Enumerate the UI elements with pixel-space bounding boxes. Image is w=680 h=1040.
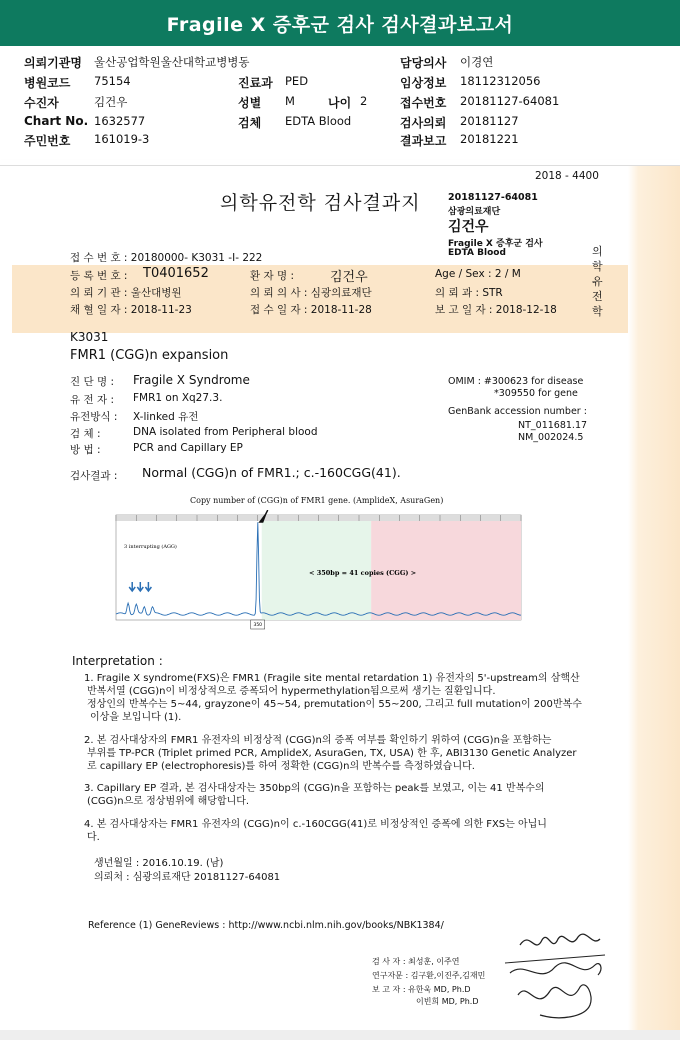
request-label: 검사의뢰	[400, 116, 447, 130]
capillary-ep-chart	[104, 510, 524, 635]
report-title: 의학유전학 검사결과지	[220, 192, 421, 214]
patient-value: 김건우	[94, 95, 128, 109]
test-code: K3031	[70, 330, 109, 344]
dept-value: PED	[285, 74, 309, 88]
agg-arrows	[129, 582, 151, 591]
patient-name: 김건우	[330, 270, 368, 285]
report-date-value: 20181221	[460, 132, 519, 146]
report-number: 2018 - 4400	[535, 170, 599, 182]
patient-info-panel	[0, 46, 680, 160]
p4-line: 다.	[87, 832, 100, 843]
p1-line: 반복서열 (CGG)n이 비정상적으로 증폭되어 hypermethylation됨으로써 생기는 질환입니다.	[87, 686, 496, 697]
patient-label: 수진자	[24, 96, 59, 110]
inheritance-value: X-linked 유전	[133, 411, 199, 423]
doctor-label: 담당의사	[400, 56, 447, 70]
receipt-label: 접수번호	[400, 96, 447, 110]
handwritten-signature	[500, 925, 610, 1025]
side-vertical-text: 의 학 유 전 학	[592, 245, 603, 318]
hospital-code-label: 병원코드	[24, 76, 71, 90]
stamp-specimen: EDTA Blood	[448, 248, 506, 258]
omim-disease: OMIM : #300623 for disease	[448, 376, 584, 387]
stamp-org: 삼광의료재단	[448, 207, 501, 217]
result-value: Normal (CGG)n of FMR1.; c.-160CGG(41).	[142, 465, 401, 480]
method-value: PCR and Capillary EP	[133, 442, 243, 454]
paragraph-4	[84, 818, 604, 844]
institution-line: 의 뢰 기 관 : 울산대병원	[70, 287, 182, 299]
inheritance-label: 유전방식 :	[70, 411, 118, 423]
registration-number: T0401652	[143, 266, 209, 281]
banner-title: Fragile X 증후군 검사 검사결과보고서	[166, 13, 514, 36]
collection-date-line: 채 혈 일 자 : 2018-11-23	[70, 304, 192, 316]
report-date-line: 보 고 일 자 : 2018-12-18	[435, 304, 557, 316]
examiner: 검 사 자 : 최성훈, 이주연	[372, 957, 460, 966]
gene-label: 유 전 자 :	[70, 394, 114, 406]
institution-value: 울산공업학원울산대학교병병동	[94, 55, 250, 69]
genbank-nt: NT_011681.17	[518, 420, 588, 431]
stamp-test: Fragile X 증후군 검사	[448, 239, 543, 249]
paper-edge-shading	[628, 166, 680, 1030]
reference: Reference (1) GeneReviews : http://www.ncbi.nlm.nih.gov/books/NBK1384/	[88, 920, 444, 931]
stamp-name: 김건우	[448, 219, 489, 235]
stamp-id: 20181127-64081	[448, 192, 538, 203]
receipt-number-line: 접 수 번 호 : 20180000- K3031 -I- 222	[70, 252, 263, 264]
specimen-label: 검체	[238, 116, 262, 130]
chart-title: Copy number of (CGG)n of FMR1 gene. (AmplideX, AsuraGen)	[190, 496, 444, 505]
p2-line: 2. 본 검사대상자의 FMR1 유전자의 비정상적 (CGG)n의 증폭 여부를 확인하기 위하여 (CGG)n을 포함하는	[84, 735, 552, 746]
p1-line: 정상인의 반복수는 5~44, grayzone이 45~54, premutation이 55~200, 그리고 full mutation이 200반복수	[87, 699, 582, 710]
p2-line: 로 capillary EP (electrophoresis)를 하여 정확한 (CGG)n의 반복수를 측정하였습니다.	[87, 761, 475, 772]
method-label: 방 법 :	[70, 444, 101, 456]
interpretation-title: Interpretation :	[72, 654, 163, 668]
paragraph-2	[84, 734, 604, 773]
peak-annotation: < 350bp = 41 copies (CGG) >	[309, 569, 417, 577]
interrupting-annotation: 3 interrupting (AGG)	[124, 544, 177, 550]
clinical-label: 임상정보	[400, 76, 447, 90]
page-bottom-strip	[0, 1030, 680, 1040]
chart-no-value: 1632577	[94, 114, 146, 128]
requester: 의뢰처 : 심광의료재단 20181127-64081	[94, 872, 281, 883]
request-value: 20181127	[460, 114, 519, 128]
paragraph-1	[84, 672, 604, 724]
test-name: FMR1 (CGG)n expansion	[70, 348, 229, 363]
paragraph-3	[84, 782, 604, 808]
id-value: 161019-3	[94, 132, 150, 146]
result-label: 검사결과 :	[70, 470, 118, 482]
genbank-label: GenBank accession number :	[448, 406, 587, 417]
receipt-date-line: 접 수 일 자 : 2018-11-28	[250, 304, 372, 316]
age-sex: Age / Sex : 2 / M	[435, 268, 521, 280]
receipt-value: 20181127-64081	[460, 94, 560, 108]
diagnosis-value: Fragile X Syndrome	[133, 373, 250, 387]
reporter-second: 이빈희 MD, Ph.D	[416, 997, 479, 1006]
gene-value: FMR1 on Xq27.3.	[133, 392, 223, 404]
p1-line: 이상을 보입니다 (1).	[90, 712, 182, 723]
institution-label: 의뢰기관명	[24, 56, 82, 70]
specimen-type-value: DNA isolated from Peripheral blood	[133, 426, 318, 438]
chart-no-label: Chart No.	[24, 114, 89, 128]
genbank-nm: NM_002024.5	[518, 432, 584, 443]
clinical-value: 18112312056	[460, 74, 541, 88]
diagnosis-label: 진 단 명 :	[70, 376, 114, 388]
age-value: 2	[360, 94, 368, 108]
research-advisors: 연구자문 : 김구환,이진주,김재민	[372, 971, 486, 980]
dept-label: 진료과	[238, 76, 273, 90]
report-banner	[0, 0, 680, 46]
specimen-value: EDTA Blood	[285, 114, 352, 128]
x-axis-ticks	[116, 515, 521, 521]
doctor-value: 이경연	[460, 55, 494, 69]
peak-label: 350	[253, 623, 263, 628]
id-label: 주민번호	[24, 134, 71, 148]
date-of-birth: 생년월일 : 2016.10.19. (남)	[94, 858, 224, 869]
requesting-doctor-line: 의 뢰 의 사 : 심광의료재단	[250, 287, 372, 299]
specimen-type-label: 검 체 :	[70, 428, 101, 440]
hospital-code-value: 75154	[94, 74, 131, 88]
patient-name-label: 환 자 명 :	[250, 270, 294, 282]
sex-label: 성별	[238, 96, 262, 110]
p4-line: 4. 본 검사대상자는 FMR1 유전자의 (CGG)n이 c.-160CGG(41)로 비정상적인 증폭에 의한 FXS는 아닙니	[84, 819, 547, 830]
p3-line: (CGG)n으로 정상범위에 해당합니다.	[87, 796, 250, 807]
p2-line: 부위를 TP-PCR (Triplet primed PCR, AmplideX, AsuraGen, TX, USA) 한 후, ABI3130 Genetic Analyzer	[87, 748, 577, 759]
reporter: 보 고 자 : 유한욱 MD, Ph.D	[372, 985, 471, 994]
p3-line: 3. Capillary EP 결과, 본 검사대상자는 350bp의 (CGG)n을 포함하는 peak를 보였고, 이는 41 반복수의	[84, 783, 545, 794]
registration-label: 등 록 번 호 :	[70, 270, 128, 282]
age-label: 나이	[328, 96, 352, 110]
p1-line: 1. Fragile X syndrome(FXS)은 FMR1 (Fragile site mental retardation 1) 유전자의 5'-upstream의 삼핵산	[84, 673, 580, 684]
omim-gene: *309550 for gene	[494, 388, 578, 399]
sex-value: M	[285, 94, 295, 108]
department-line: 의 뢰 과 : STR	[435, 287, 503, 299]
report-date-label: 결과보고	[400, 134, 447, 148]
